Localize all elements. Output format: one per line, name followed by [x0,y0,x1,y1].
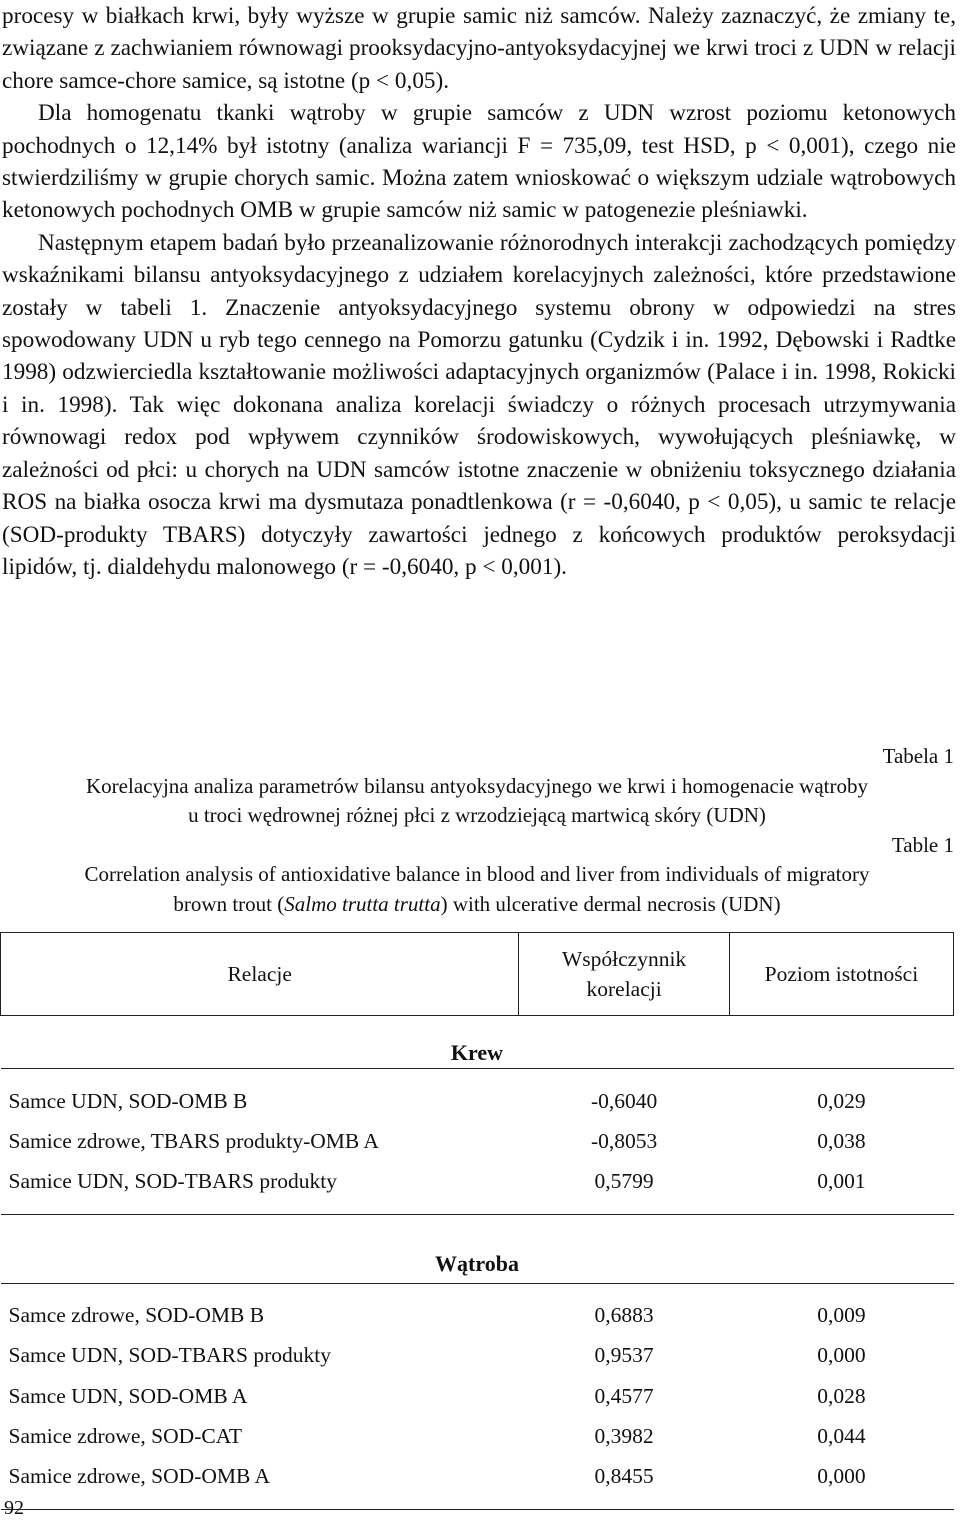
cell-p: 0,044 [817,1423,866,1448]
section-watroba [1,1214,954,1509]
table-row [1,1376,954,1416]
table-row [1,1456,954,1509]
cell-r: -0,8053 [590,1128,658,1153]
table-caption [0,742,954,919]
section-title: Krew [1,1016,954,1069]
cell-p: 0,038 [817,1128,866,1153]
table-title-en [0,860,954,919]
cell-p: 0,009 [817,1303,866,1328]
header-wspolczynnik [519,933,729,1016]
correlation-table-wrap [0,932,954,1510]
header-relacje: Relacje [1,933,519,1016]
cell-relacja: Samce zdrowe, SOD-OMB B [8,1303,265,1328]
cell-p: 0,000 [817,1343,866,1368]
header-wspolczynnik-line2: korelacji [586,977,662,1001]
cell-relacja: Samce UDN, SOD-OMB A [8,1383,248,1408]
cell-r: -0,6040 [590,1088,658,1113]
cell-relacja: Samice UDN, SOD-TBARS produkty [1,1161,519,1214]
cell-p: 0,001 [729,1161,953,1214]
cell-r: 0,8455 [519,1456,729,1509]
correlation-table [0,932,954,1510]
table-label-pl: Tabela 1 [882,744,954,768]
cell-relacja: Samce UDN, SOD-TBARS produkty [8,1343,331,1368]
header-poziom: Poziom istotności [729,933,953,1016]
cell-r: 0,6883 [594,1303,654,1328]
cell-relacja: Samice zdrowe, SOD-OMB A [1,1456,519,1509]
page-number: 92 [4,1497,24,1519]
cell-relacja: Samce UDN, SOD-OMB B [8,1088,248,1113]
header-wspolczynnik-line1: Współczynnik [562,947,687,971]
paragraph-3: Następnym etapem badań było przeanalizowanie różnorodnych interakcji zachodzących pomiędzy wskaźnikami bilansu antyoksydacyjnego z udziałem korelacyjnych zależności, które przedstawione zostały w tabeli 1. Znaczenie antyoksydacyjnego systemu obrony w odpowiedzi na stres spowodowany UDN u ryb tego cennego na Pomorzu gatunku (Cydzik i in. 1992, Dębowski i Radtke 1998) odzwierciedla kształtowanie możliwości adaptacyjnych organizmów (Palace i in. 1998, Rokicki i in. 1998). Tak więc dokonana analiza korelacji świadczy o różnych procesach utrzymywania równowagi redox pod wpływem czynników środowiskowych, wywołujących pleśniawkę, w zależności od płci: u chorych na UDN samców istotne znaczenie w obniżeniu toksycznego działania ROS na białka osocza krwi ma dysmutaza ponadtlenkowa (r = -0,6040, p < 0,05), u samic te relacje (SOD-produkty TBARS) dotyczyły zawartości jednego z końcowych produktów peroksydacji lipidów, tj. dialdehydu malonowego (r = -0,6040, p < 0,001). [2,229,956,580]
table-row [1,1069,954,1122]
body-text [2,0,956,583]
cell-p: 0,028 [817,1383,866,1408]
table-title-en-line2-pre: brown trout ( [173,891,285,916]
table-title-pl [0,772,954,831]
paragraph-1: procesy w białkach krwi, były wyższe w grupie samic niż samców. Należy zaznaczyć, że zmiany te, związane z zachwianiem równowagi prooksydacyjno-antyoksydacyjnej we krwi troci z UDN w relacji chore samce-chore samice, są istotne (p < 0,05). [2,3,956,94]
table-row [1,1283,954,1336]
paragraph-2: Dla homogenatu tkanki wątroby w grupie samców z UDN wzrost poziomu ketonowych pochodnych o 12,14% był istotny (analiza wariancji F = 735,09, test HSD, p < 0,001), czego nie stwierdziliśmy w grupie chorych samic. Można zatem wnioskować o większym udziale wątrobowych ketonowych pochodnych OMB w grupie samców niż samic w patogenezie pleśniawki. [2,100,956,224]
table-row [1,1121,954,1161]
cell-relacja: Samice zdrowe, TBARS produkty-OMB A [8,1128,379,1153]
table-title-pl-line1: Korelacyjna analiza parametrów bilansu antyoksydacyjnego we krwi i homogenacie wątroby [86,773,868,798]
table-row [1,1336,954,1376]
table-title-pl-line2: u troci wędrownej różnej płci z wrzodziejącą martwicą skóry (UDN) [188,803,766,827]
cell-relacja: Samice zdrowe, SOD-CAT [8,1423,242,1448]
table-title-en-line1: Correlation analysis of antioxidative balance in blood and liver from individuals of migratory [84,862,870,886]
cell-p: 0,029 [817,1088,866,1113]
cell-r: 0,4577 [594,1383,654,1408]
cell-p: 0,000 [729,1456,953,1509]
cell-r: 0,9537 [594,1343,654,1368]
section-title: Wątroba [1,1214,954,1283]
section-krew [1,1016,954,1215]
table-title-en-line2-post: ) with ulcerative dermal necrosis (UDN) [440,891,781,916]
table-label-en: Table 1 [891,832,954,857]
cell-r: 0,5799 [519,1161,729,1214]
cell-r: 0,3982 [594,1423,654,1448]
table-row [1,1161,954,1214]
document-page [2,0,956,583]
species-name: Salmo trutta trutta [284,891,441,916]
table-row [1,1416,954,1456]
